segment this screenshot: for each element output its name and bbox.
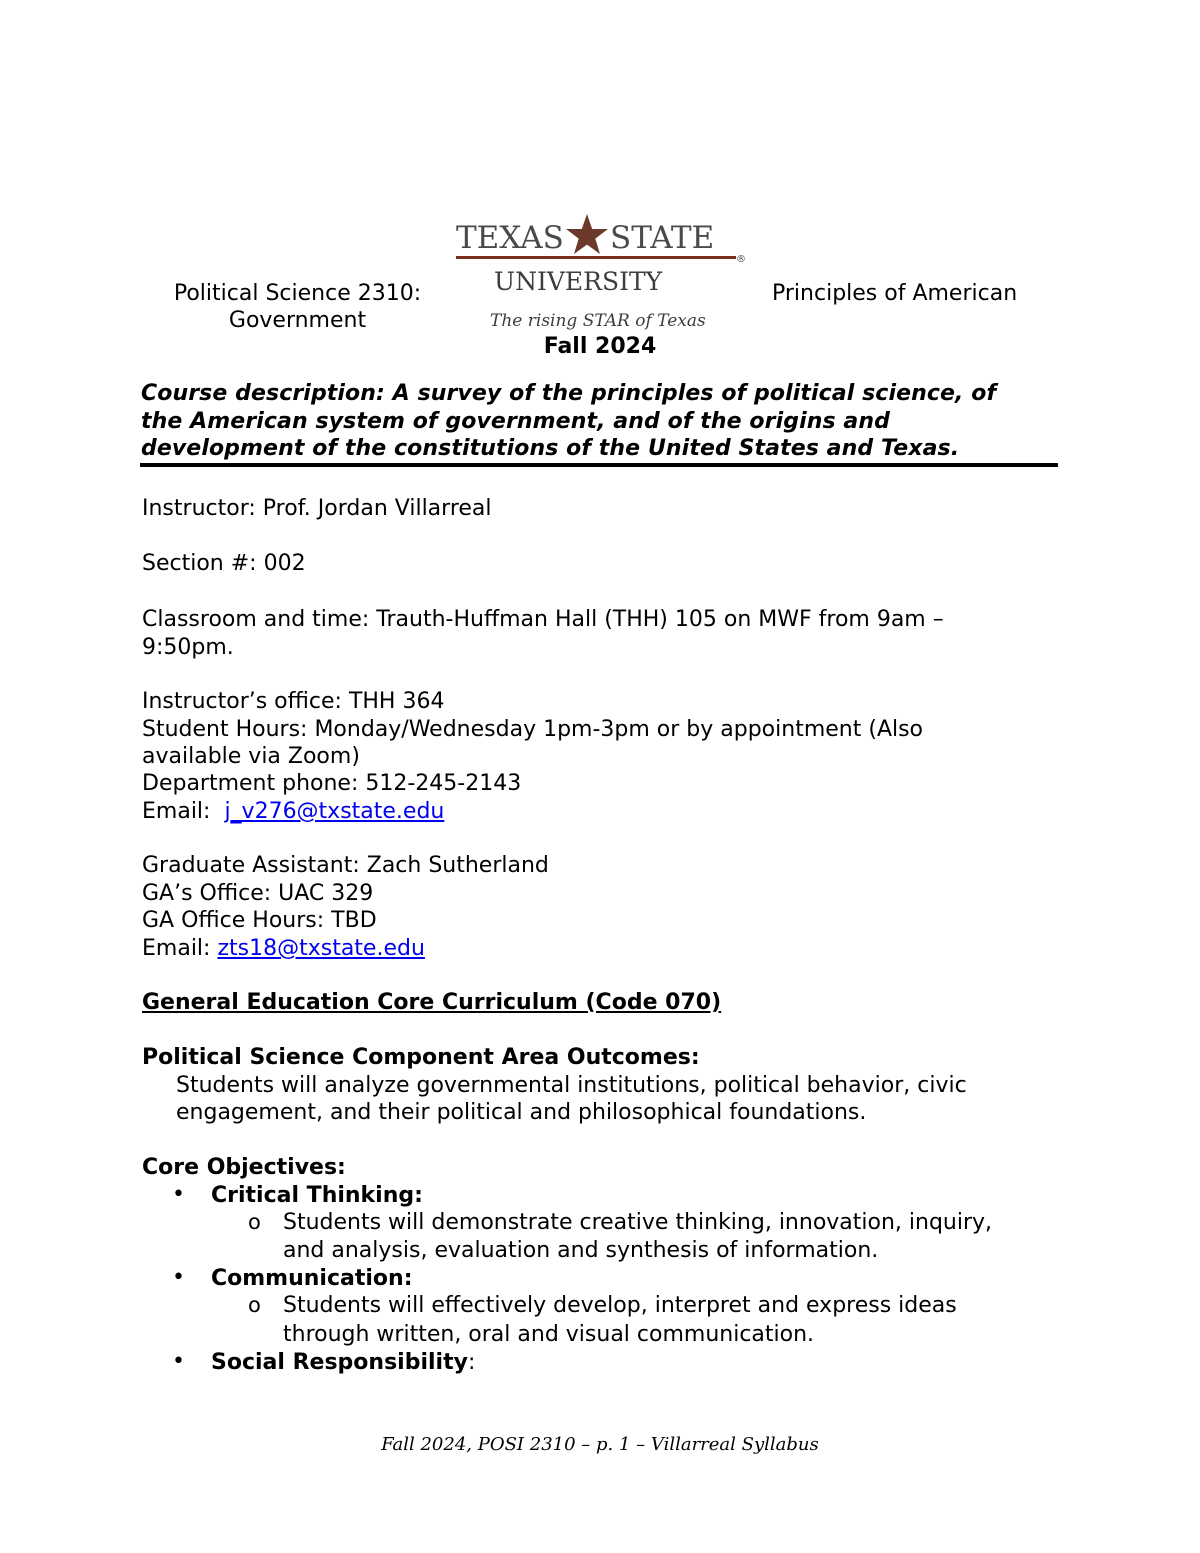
logo-text-university: UNIVERSITY [494,267,663,296]
ga-office: GA’s Office: UAC 329 [142,881,374,906]
email-label: Email: [142,799,225,824]
email-label: Email: [142,936,218,961]
bullet-icon: • [172,1349,185,1374]
section-divider [140,463,1058,467]
objective-label [211,1349,475,1376]
component-text: Students will analyze governmental institutions, political behavior, civic [176,1073,967,1098]
classroom-time-cont: 9:50pm. [142,635,234,660]
registered-mark: ® [736,254,746,265]
core-objectives-heading: Core Objectives: [142,1155,346,1180]
description-line: the American system of government, and of the origins and [141,408,890,434]
objective-text-cont: and analysis, evaluation and synthesis of information. [283,1238,879,1263]
student-hours: Student Hours: Monday/Wednesday 1pm-3pm or by appointment (Also [142,717,924,742]
student-hours-cont: available via Zoom) [142,744,360,769]
bullet-icon: • [172,1182,185,1207]
classroom-time: Classroom and time: Trauth-Huffman Hall (THH) 105 on MWF from 9am – [142,607,944,632]
instructor-name: Instructor: Prof. Jordan Villarreal [142,496,492,521]
course-title-line2: Government [228,308,367,333]
course-description [141,380,1071,463]
course-title-line1: Political Science 2310: [173,281,422,306]
section-number: Section #: 002 [142,551,306,576]
ga-name: Graduate Assistant: Zach Sutherland [142,853,549,878]
objective-label: Critical Thinking: [211,1183,423,1208]
description-line: Course description: A survey of the principles of political science, of [141,381,997,406]
logo-tagline: The rising STAR of Texas [490,311,706,331]
objective-text: Students will effectively develop, interpret and express ideas [283,1293,957,1318]
component-heading: Political Science Component Area Outcomes: [142,1045,700,1070]
term: Fall 2024 [543,334,657,359]
logo-text-texas: TEXAS [456,220,564,256]
instructor-office: Instructor’s office: THH 364 [142,689,445,714]
page-footer: Fall 2024, POSI 2310 – p. 1 – Villarreal Syllabus [381,1434,819,1455]
bullet-icon: • [172,1265,185,1290]
ga-hours: GA Office Hours: TBD [142,908,377,933]
objective-label-text: Social Responsibility [211,1350,468,1375]
sub-bullet-icon: o [248,1210,261,1234]
description-line: development of the constitutions of the United States and Texas. [141,436,960,461]
instructor-email-link[interactable]: j_v276@txstate.edu [224,799,445,824]
university-logo [452,212,752,334]
course-title-left [150,280,445,334]
objective-label-suffix: : [467,1350,476,1375]
component-text-cont: engagement, and their political and philosophical foundations. [176,1100,867,1125]
gen-ed-heading: General Education Core Curriculum (Code 070) [142,990,722,1015]
logo-bar [456,256,736,259]
ga-email-link[interactable]: zts18@txstate.edu [217,936,425,961]
instructor-email-row [142,798,444,825]
star-icon [566,214,608,254]
objective-label: Communication: [211,1266,413,1291]
ga-email-row [142,935,425,962]
department-phone: Department phone: 512-245-2143 [142,771,522,796]
objective-text-cont: through written, oral and visual communication. [283,1322,815,1347]
logo-text-state: STATE [610,220,715,256]
course-title-right: Principles of American [772,281,1018,306]
sub-bullet-icon: o [248,1293,261,1317]
objective-text: Students will demonstrate creative thinking, innovation, inquiry, [283,1210,993,1235]
